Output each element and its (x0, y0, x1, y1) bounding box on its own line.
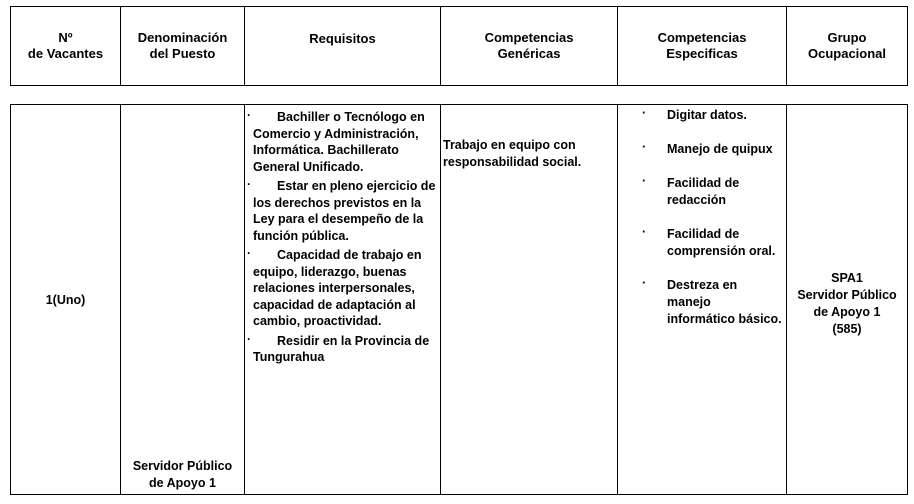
header-vacantes-line1: Nº (58, 30, 73, 45)
bullet-icon: · (642, 276, 647, 290)
especifica-item (638, 175, 782, 209)
especifica-text: Facilidad de comprensión oral. (667, 227, 776, 258)
bullet-icon: · (247, 108, 251, 122)
bullet-icon: · (247, 331, 251, 346)
especifica-text: Digitar datos. (667, 108, 747, 122)
especifica-text: Destreza en manejo informático básico. (667, 278, 782, 326)
header-table (10, 6, 908, 86)
denominacion-line1: Servidor Público (132, 459, 233, 473)
grupo-line3: de Apoyo 1 (813, 304, 881, 319)
header-grupo-line1: Grupo (827, 30, 867, 45)
cell-grupo (787, 105, 908, 495)
grupo-line4: (585) (832, 321, 862, 336)
especifica-item (638, 226, 782, 260)
vacantes-value: 1(Uno) (45, 292, 86, 307)
bullet-icon: · (642, 106, 647, 120)
requisito-item (247, 108, 436, 175)
cell-denominacion (121, 105, 245, 495)
header-denominacion (121, 7, 245, 86)
header-row (11, 7, 908, 86)
requisito-item (247, 246, 436, 330)
bullet-icon: · (247, 246, 251, 260)
bullet-icon: · (642, 174, 647, 188)
header-genericas-line1: Competencias (484, 30, 574, 45)
bullet-icon: · (642, 225, 647, 239)
table-row (11, 105, 908, 495)
header-especificas-line2: Especificas (666, 46, 738, 61)
cell-genericas (441, 105, 618, 495)
denominacion-line2: de Apoyo 1 (149, 476, 216, 490)
header-grupo (787, 7, 908, 86)
bullet-icon: · (642, 140, 647, 154)
header-genericas-line2: Genéricas (497, 46, 561, 61)
header-especificas (618, 7, 787, 86)
header-requisitos-label: Requisitos (309, 31, 376, 46)
cell-requisitos (245, 105, 441, 495)
header-vacantes (11, 7, 121, 86)
requisito-item (247, 331, 436, 366)
requisito-text: Bachiller o Tecnólogo en Comercio y Administración, Informática. Bachillerato General Unificado. (253, 110, 425, 174)
grupo-line1: SPA1 (831, 270, 863, 285)
grupo-line2: Servidor Público (797, 287, 897, 302)
requisito-text: Estar en pleno ejercicio de los derechos previstos en la Ley para el desempeño de la función pública. (253, 179, 436, 243)
requisito-text: Capacidad de trabajo en equipo, liderazgo, buenas relaciones interpersonales, capacidad de adaptación al cambio, proactividad. (253, 248, 422, 328)
body-table (10, 104, 908, 495)
header-denominacion-line2: del Puesto (149, 46, 216, 61)
header-grupo-line2: Ocupacional (807, 46, 887, 61)
header-denominacion-line1: Denominación (137, 30, 228, 45)
especifica-item (638, 141, 782, 158)
genericas-text: Trabajo en equipo con responsabilidad social. (443, 138, 582, 169)
header-vacantes-line2: de Vacantes (27, 46, 104, 61)
especifica-item (638, 277, 782, 328)
header-genericas (441, 7, 618, 86)
especifica-item (638, 107, 782, 124)
cell-especificas (618, 105, 787, 495)
requisito-item (247, 177, 436, 244)
especifica-text: Facilidad de redacción (667, 176, 740, 207)
especifica-text: Manejo de quipux (667, 142, 773, 156)
header-requisitos (245, 7, 441, 86)
cell-vacantes (11, 105, 121, 495)
requisito-text: Residir en la Provincia de Tungurahua (253, 333, 430, 364)
bullet-icon: · (247, 177, 251, 191)
header-especificas-line1: Competencias (657, 30, 747, 45)
